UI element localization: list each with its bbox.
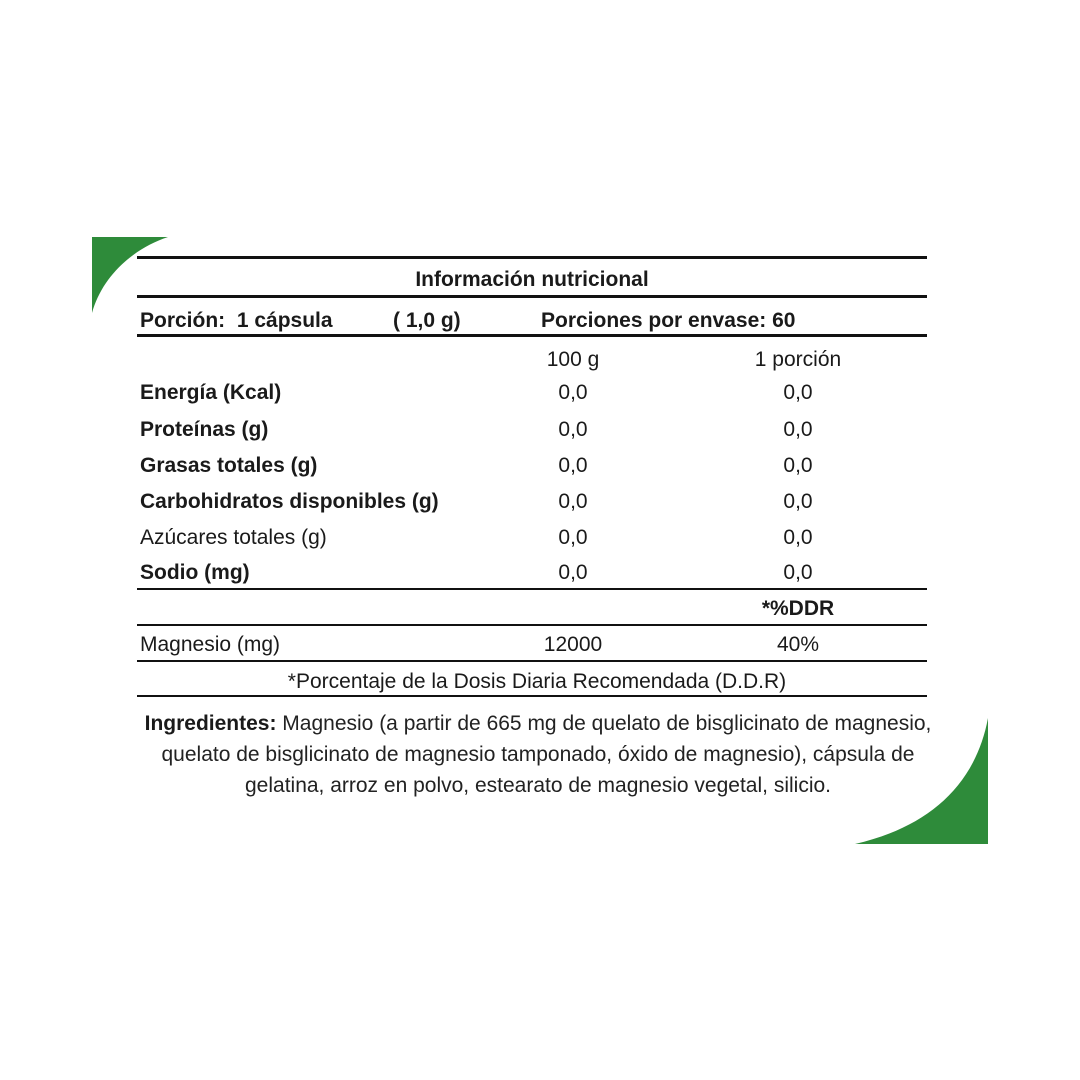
servings-per-container: Porciones por envase: 60: [541, 309, 796, 332]
rule-title: [137, 295, 927, 298]
rule-minerals-end: [137, 660, 927, 662]
nutrient-per-100g: 0,0: [558, 490, 588, 513]
nutrient-per-100g: 0,0: [558, 454, 588, 477]
ingredients-text: Magnesio (a partir de 665 mg de quelato de bisglicinato de magnesio, quelato de bisglicinato de magnesio tamponado, óxido de magnesio), cápsula de gelatina, arroz en polvo, estearato de magnesio vegetal, silicio.: [161, 712, 932, 797]
nutrient-name: Energía (Kcal): [140, 381, 282, 404]
nutrient-per-100g: 0,0: [558, 526, 588, 549]
label-title: Información nutricional: [415, 268, 649, 291]
ddr-header: *%DDR: [761, 597, 835, 620]
rule-nutrients-end: [137, 588, 927, 590]
column-header-100g: 100 g: [546, 348, 600, 371]
column-header-serving: 1 porción: [754, 348, 842, 371]
nutrient-per-serving: 0,0: [783, 418, 813, 441]
nutrient-per-100g: 0,0: [558, 381, 588, 404]
serving-size: Porción: 1 cápsula: [140, 309, 333, 332]
nutrient-name: Proteínas (g): [140, 418, 269, 441]
mineral-amount: 12000: [543, 633, 603, 656]
rule-ddr-header: [137, 624, 927, 626]
nutrient-per-serving: 0,0: [783, 490, 813, 513]
nutrient-name: Grasas totales (g): [140, 454, 318, 477]
nutrient-per-serving: 0,0: [783, 381, 813, 404]
nutrient-name: Sodio (mg): [140, 561, 250, 584]
nutrient-name: Azúcares totales (g): [140, 526, 327, 549]
nutrient-per-serving: 0,0: [783, 454, 813, 477]
serving-weight: ( 1,0 g): [393, 309, 461, 332]
nutrient-per-serving: 0,0: [783, 561, 813, 584]
nutrient-per-100g: 0,0: [558, 418, 588, 441]
nutrient-per-serving: 0,0: [783, 526, 813, 549]
rule-footnote: [137, 695, 927, 697]
ingredients-paragraph: [138, 708, 938, 801]
ddr-footnote: *Porcentaje de la Dosis Diaria Recomendada (D.D.R): [287, 670, 787, 693]
mineral-ddr: 40%: [776, 633, 820, 656]
rule-serving: [137, 334, 927, 337]
rule-top: [137, 256, 927, 259]
nutrient-name: Carbohidratos disponibles (g): [140, 490, 439, 513]
ingredients-label: Ingredientes:: [144, 712, 277, 735]
nutrient-per-100g: 0,0: [558, 561, 588, 584]
mineral-name: Magnesio (mg): [140, 633, 281, 656]
